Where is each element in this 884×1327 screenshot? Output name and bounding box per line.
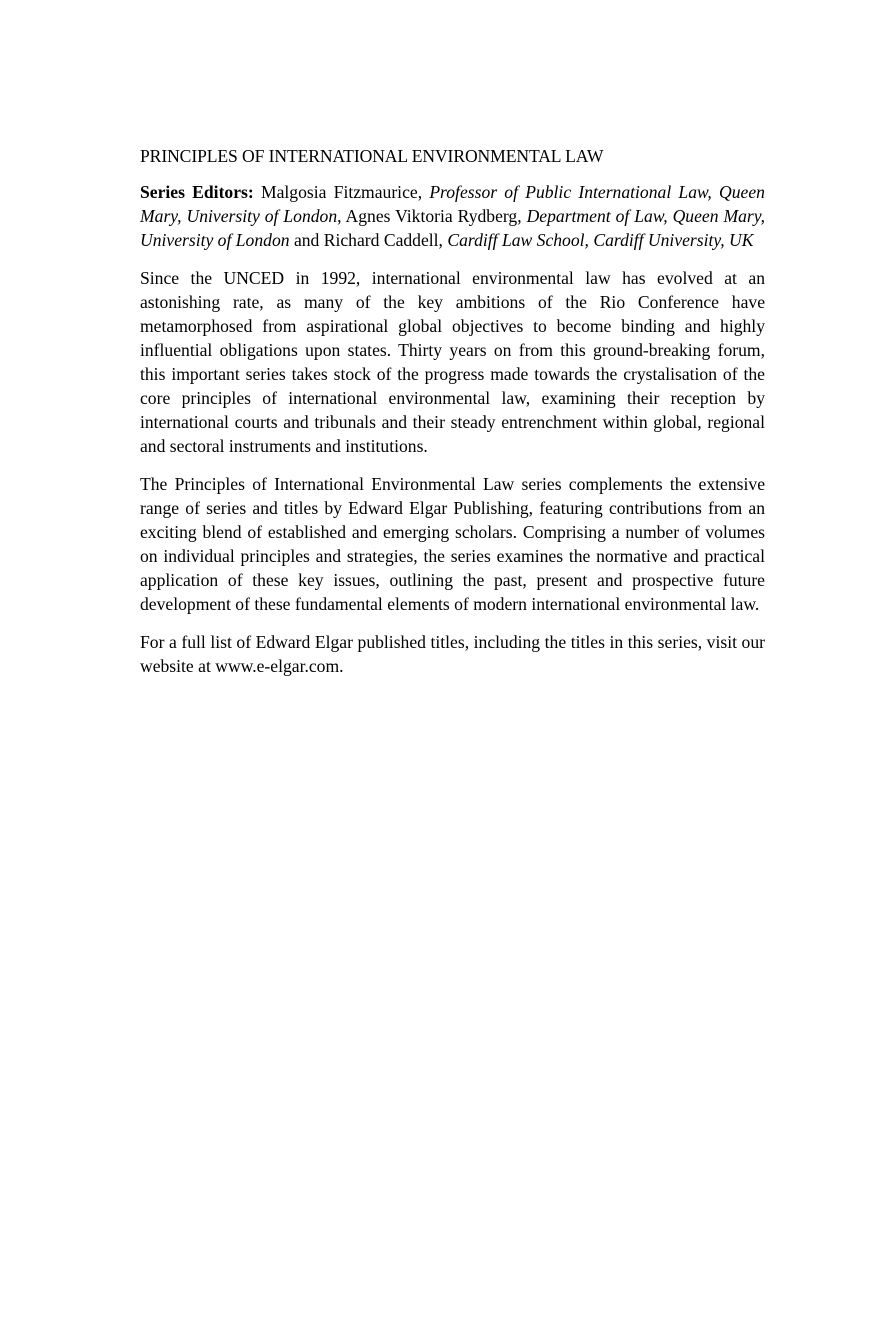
page-content xyxy=(140,144,765,692)
series-description-paragraph: Since the UNCED in 1992, international environmental law has evolved at an astonishing rate, as many of the key ambitions of the Rio Conference have metamorphosed from aspirational global objectives to become binding and highly influential obligations upon states. Thirty years on from this ground-breaking forum, this important series takes stock of the progress made towards the crystalisation of the core principles of international environmental law, examining their reception by international courts and tribunals and their steady entrenchment within global, regional and sectoral instruments and institutions. xyxy=(140,268,765,456)
website-note-paragraph: For a full list of Edward Elgar published titles, including the titles in this series, visit our website at www.e-elgar.com. xyxy=(140,632,765,676)
series-title: PRINCIPLES OF INTERNATIONAL ENVIRONMENTAL LAW xyxy=(140,146,604,166)
editor-affiliation: Cardiff Law School, Cardiff University, UK xyxy=(447,230,754,250)
series-editors-label: Series Editors: xyxy=(140,182,254,202)
editor-name: Malgosia Fitzmaurice, xyxy=(253,182,430,202)
editor-affiliation: Department of Law, Queen Mary, University of London xyxy=(140,206,766,250)
editor-affiliation: Professor of Public International Law, Queen Mary, University of London xyxy=(140,182,765,226)
editor-name: , Agnes Viktoria Rydberg, xyxy=(337,206,527,226)
editor-name: and Richard Caddell, xyxy=(289,230,448,250)
series-editors xyxy=(140,180,765,252)
series-description-paragraph: The Principles of International Environmental Law series complements the extensive range of series and titles by Edward Elgar Publishing, featuring contributions from an exciting blend of established and emerging scholars. Comprising a number of volumes on individual principles and strategies, the series examines the normative and practical application of these key issues, outlining the past, present and prospective future development of these fundamental elements of modern international environmental law. xyxy=(140,474,765,614)
